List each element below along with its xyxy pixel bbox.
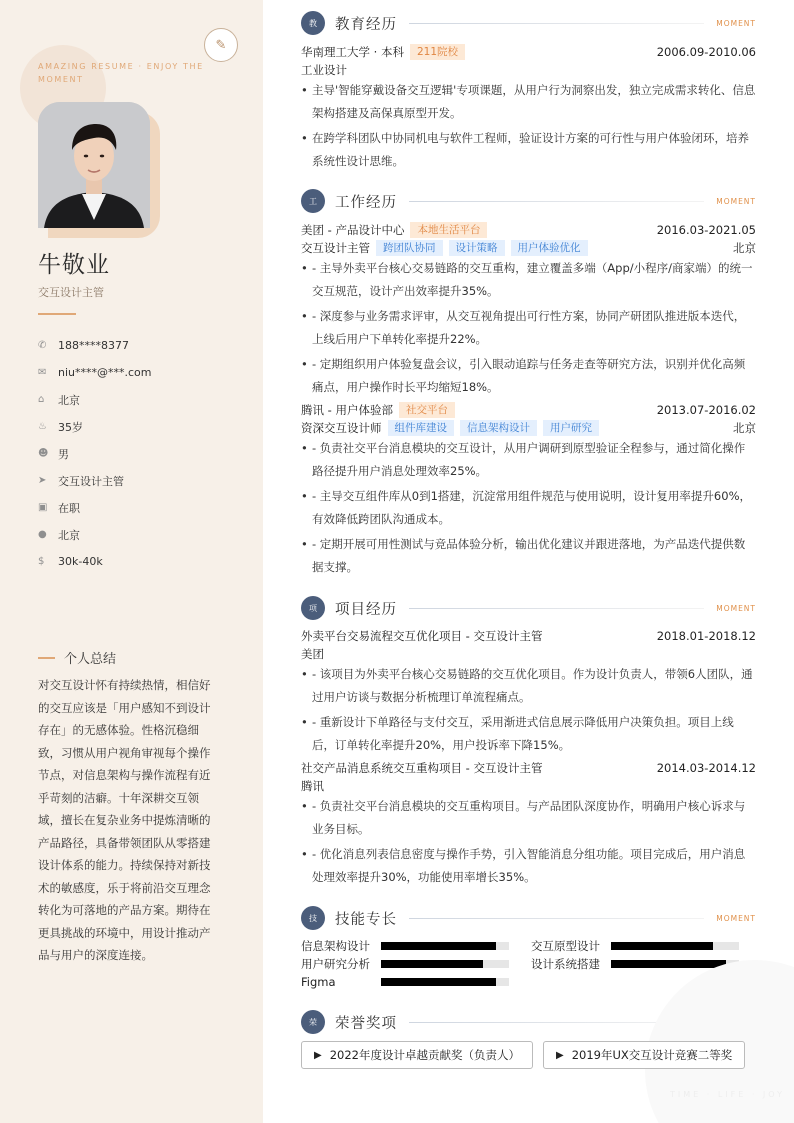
cake-icon: ♨ (38, 421, 47, 432)
tag: 用户体验优化 (511, 240, 588, 256)
bullet-item: • - 定期组织用户体验复盘会议，引入眼动追踪与任务走查等研究方法，识别并优化高频痛点，用户操作时长平均缩短18%。 (301, 353, 756, 398)
bullet-item: • 在跨学科团队中协同机电与软件工程师，验证设计方案的可行性与用户体验闭环，培养系统性设计思维。 (301, 127, 756, 172)
contact-item: ● 北京 (38, 528, 80, 542)
section-badge: 工 (301, 189, 325, 213)
candidate-name: 牛敬业 (38, 252, 110, 278)
phone-icon: ✆ (38, 340, 47, 351)
job-row: 美团 - 产品设计中心 本地生活平台 2016.03-2021.05 (301, 223, 756, 237)
date: 2014.03-2014.12 (656, 761, 756, 775)
skill-bar (381, 960, 509, 968)
moment-label: MOMENT (716, 18, 756, 28)
play-icon: ▶ (314, 1049, 322, 1061)
bullet-item: • - 负责社交平台消息模块的交互重构项目。与产品团队深度协作，明确用户核心诉求与业务目标。 (301, 795, 756, 840)
bullet-item: • - 主导外卖平台核心交易链路的交互重构，建立覆盖多端（App/小程序/商家端）的统一交互规范，设计产出效率提升35%。 (301, 257, 756, 302)
section-title: 项目经历 (335, 601, 397, 618)
job-position-row: 交互设计主管 跨团队协同 设计策略 用户体验优化 北京 (301, 241, 756, 255)
tagline: AMAZING RESUME · ENJOY THE MOMENT (38, 62, 204, 84)
section-title: 工作经历 (335, 194, 397, 211)
job-position-row: 资深交互设计师 组件库建设 信息架构设计 用户研究 北京 (301, 421, 756, 435)
skill-item: 信息架构设计 (301, 937, 509, 955)
bullet-item: • - 重新设计下单路径与支付交互，采用渐进式信息展示降低用户决策负担。项目上线后，订单转化率提升20%，用户投诉率下降15%。 (301, 711, 756, 756)
sidebar (0, 0, 263, 1123)
candidate-role: 交互设计主管 (38, 286, 104, 299)
project-row: 外卖平台交易流程交互优化项目 - 交互设计主管 2018.01-2018.12 (301, 629, 756, 643)
contact-item: ☻ 男 (38, 447, 69, 461)
bullet-item: • - 深度参与业务需求评审，从交互视角提出可行性方案，协同产研团队推进版本迭代，上线后用户下单转化率提升22%。 (301, 305, 756, 350)
section-header (301, 595, 756, 621)
work-section (301, 188, 756, 214)
tag: 211院校 (410, 44, 465, 60)
send-icon: ➤ (38, 475, 47, 486)
moment-label: MOMENT (716, 913, 756, 923)
projects-section (301, 595, 756, 621)
date: 2018.01-2018.12 (656, 629, 756, 643)
contact-item: ➤ 交互设计主管 (38, 474, 124, 488)
contact-item: ✉ niu****@***.com (38, 366, 152, 379)
section-header (301, 10, 756, 36)
tag: 组件库建设 (388, 420, 455, 436)
section-title: 荣誉奖项 (335, 1015, 397, 1032)
moment-label: MOMENT (716, 603, 756, 613)
section-badge: 教 (301, 11, 325, 35)
date: 2013.07-2016.02 (656, 403, 756, 417)
gender-icon: ☻ (38, 448, 49, 459)
city: 北京 (733, 241, 756, 255)
moment-label: MOMENT (716, 196, 756, 206)
bullet-item: • - 负责社交平台消息模块的交互设计，从用户调研到原型验证全程参与，通过简化操作路径提升用户消息处理效率25%。 (301, 437, 756, 482)
play-icon: ▶ (556, 1049, 564, 1061)
contact-list (38, 332, 152, 575)
contact-item: ▣ 在职 (38, 501, 80, 515)
project-org: 美团 (301, 647, 324, 661)
award-item: ▶ 2022年度设计卓越贡献奖（负责人） (301, 1041, 533, 1069)
briefcase-icon: ▣ (38, 502, 48, 513)
education-major: 工业设计 (301, 63, 347, 77)
skill-item: Figma (301, 973, 509, 991)
summary-heading: 个人总结 (38, 648, 116, 667)
skill-bar (611, 942, 739, 950)
contact-item: $ 30k-40k (38, 555, 103, 568)
skill-item: 用户研究分析 (301, 955, 509, 973)
tag: 社交平台 (399, 402, 455, 418)
home-icon: ⌂ (38, 394, 45, 405)
divider (38, 313, 76, 315)
date: 2006.09-2010.06 (656, 45, 756, 59)
education-section (301, 10, 756, 36)
section-badge: 荣 (301, 1010, 325, 1034)
section-header (301, 188, 756, 214)
job-row: 腾讯 - 用户体验部 社交平台 2013.07-2016.02 (301, 403, 756, 417)
education-row: 华南理工大学 · 本科 211院校 2006.09-2010.06 (301, 45, 756, 59)
location-icon: ● (38, 529, 47, 540)
bullet-item: • - 优化消息列表信息密度与操作手势，引入智能消息分组功能。项目完成后，用户消息处理效率提升30%，功能使用率增长35%。 (301, 843, 756, 888)
tag: 设计策略 (449, 240, 505, 256)
tag: 跨团队协同 (376, 240, 443, 256)
award-item: ▶ 2019年UX交互设计竞赛二等奖 (543, 1041, 745, 1069)
skill-item: 交互原型设计 (531, 937, 739, 955)
section-badge: 项 (301, 596, 325, 620)
avatar (38, 102, 150, 228)
skill-item: 设计系统搭建 (531, 955, 739, 973)
contact-item: ✆ 188****8377 (38, 339, 129, 352)
skills-section (301, 905, 756, 931)
project-row: 社交产品消息系统交互重构项目 - 交互设计主管 2014.03-2014.12 (301, 761, 756, 775)
salary-icon: $ (38, 556, 45, 567)
section-badge: 技 (301, 906, 325, 930)
bullet-item: • - 主导交互组件库从0到1搭建，沉淀常用组件规范与使用说明，设计复用率提升60%，有效降低跨团队沟通成本。 (301, 485, 756, 530)
section-title: 教育经历 (335, 16, 397, 33)
skill-bar (381, 942, 509, 950)
section-title: 技能专长 (335, 911, 397, 928)
city: 北京 (733, 421, 756, 435)
contact-item: ♨ 35岁 (38, 420, 83, 434)
section-header (301, 905, 756, 931)
photo-frame (38, 102, 150, 228)
date: 2016.03-2021.05 (656, 223, 756, 237)
pen-icon: ✎ (204, 28, 238, 62)
tag: 本地生活平台 (410, 222, 487, 238)
mail-icon: ✉ (38, 367, 47, 378)
tag: 用户研究 (543, 420, 599, 436)
bullet-item: • - 该项目为外卖平台核心交易链路的交互优化项目。作为设计负责人，带领6人团队，通过用户访谈与数据分析梳理订单流程痛点。 (301, 663, 756, 708)
contact-item: ⌂ 北京 (38, 393, 80, 407)
skill-bar (381, 978, 509, 986)
footer-watermark: TIME · LIFE · JOY (670, 1090, 786, 1099)
bullet-item: • 主导'智能穿戴设备交互逻辑'专项课题，从用户行为洞察出发，独立完成需求转化、信息架构搭建及高保真原型开发。 (301, 79, 756, 124)
bullet-item: • - 定期开展可用性测试与竞品体验分析，输出优化建议并跟进落地，为产品迭代提供数据支撑。 (301, 533, 756, 578)
summary-text: 对交互设计怀有持续热情，相信好的交互应该是「用户感知不到设计存在」的无感体验。性格沉稳细致，习惯从用户视角审视每个操作节点，对信息架构与操作流程有近乎苛刻的洁癖。十年深耕交互领域，擅长在复杂业务中提炼清晰的产品路径，具备带领团队从零搭建设计体系的能力。持续保持对新技术的敏感度，乐于将前沿交互理念转化为可落地的产品方案。期待在更具挑战的环境中，用设计推动产品与用户的深度连接。 (38, 678, 211, 962)
project-org: 腾讯 (301, 779, 324, 793)
tag: 信息架构设计 (460, 420, 537, 436)
